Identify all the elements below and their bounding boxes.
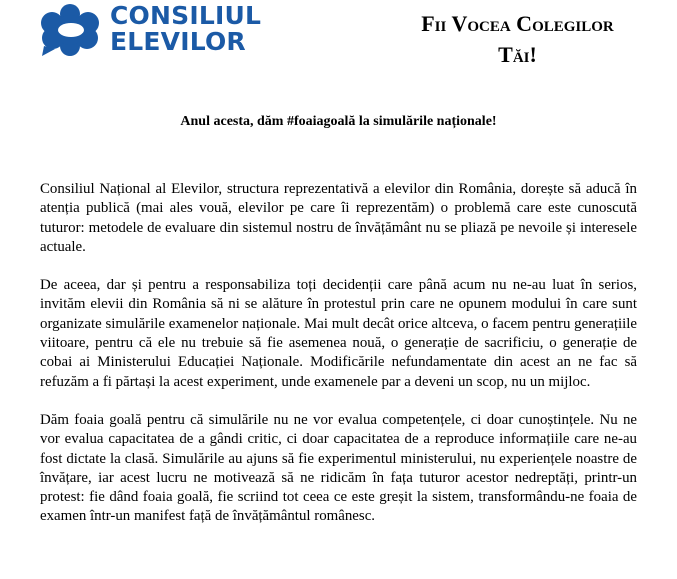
- speech-bubble-flower-icon: [40, 4, 100, 56]
- logo-line-2: ELEVILOR: [110, 27, 246, 56]
- body-paragraph-1: Consiliul Național al Elevilor, structura reprezentativă a elevilor din România, dorește să aducă în atenția publică (mai ales vouă, elevilor pe care îi reprezentăm) o problemă care este cunoscută tuturor: metodele de evaluare din sistemul nostru de învățământ nu se pliază pe nevoile și interesele actuale.: [40, 181, 637, 255]
- slogan-line-1: Fii Vocea Colegilor: [421, 11, 614, 36]
- document-body: [40, 180, 637, 546]
- body-paragraph-3: Dăm foaia goală pentru că simulările nu ne vor evalua competențele, ci doar cunoștințele. Nu ne vor evalua capacitatea de a gândi critic, ci doar capacitatea de a reproduce informațiile care ne-au fost dictate la clasă. Simulările au ajuns să fie experimentul ministerului, nu experiențele noastre de învățare, iar acest lucru ne motivează să ne ridicăm în fața tuturor acestor nedreptăți, printr-un protest: fie dând foaia goală, fie scriind tot ceea ce este greșit la sistem, transformându-ne foaia de examen într-un manifest față de învățământul românesc.: [40, 411, 637, 525]
- logo-line-1: CONSILIUL: [110, 1, 262, 30]
- document-headline: Anul acesta, dăm #foaiagoală la simulările naționale!: [180, 114, 497, 129]
- slogan: [395, 8, 640, 70]
- slogan-line-2: Tăi!: [498, 42, 537, 67]
- body-paragraph-2: De aceea, dar și pentru a responsabiliza toți decidenții care până acum nu ne-au luat în serios, invităm elevii din România să ni se alăture în protestul prin care ne opunem modului în care sunt organizate simulările examenelor naționale. Mai mult decât orice altceva, o facem pentru generațiile viitoare, pentru că ele nu trebuie să fie asemenea nouă, o generație de sacrificiu, o generație de cobai ai Ministerului Educației Naționale. Modificările nefundamentate din acest an ne fac să refuzăm a fi părtași la acest experiment, unde examenele par a deveni un scop, nu un mijloc.: [40, 277, 637, 390]
- logo-text: [110, 3, 261, 55]
- logo: [40, 2, 270, 60]
